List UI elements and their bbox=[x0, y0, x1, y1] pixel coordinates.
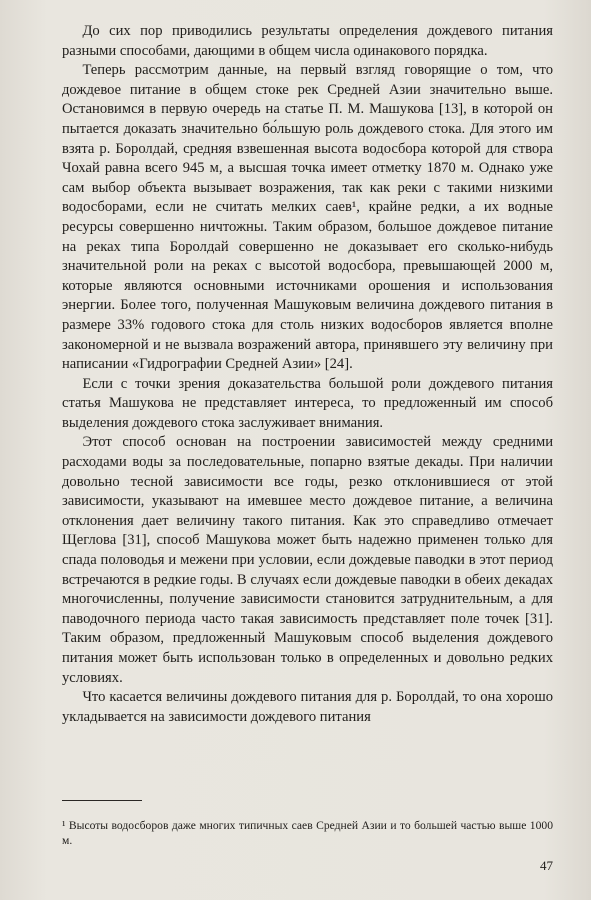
paragraph-4: Этот способ основан на построении зависимостей между средними расходами воды за последовательные, попарно взятые декады. При наличии довольно тесной зависимости все годы, резко отклонившиеся от этой зависимости, указывают на имевшее место дождевое питание, а величина отклонения дает величину такого питания. Как это справедливо отмечает Щеглова [31], способ Машукова может быть надежно применен только для спада половодья и межени при условии, если дождевые паводки в этот период встречаются в редкие годы. В случаях если дождевые паводки в обеих декадах многочисленны, получение зависимости становится затруднительным, а для паводочного периода часто такая зависимость представляет поле точек [31]. Таким образом, предложенный Машуковым способ выделения дождевого питания может быть использован только в определенных и довольно редких условиях. bbox=[62, 434, 553, 686]
paragraph-5: Что касается величины дождевого питания для р. Боролдай, то она хорошо укладывается на зависимости дождевого питания bbox=[62, 689, 553, 725]
body-text bbox=[62, 22, 553, 727]
footnote: ¹ Высоты водосборов даже многих типичных саев Средней Азии и то большей частью выше 1000 м. bbox=[62, 819, 553, 847]
paragraph-3: Если с точки зрения доказательства большой роли дождевого питания статья Машукова не представляет интереса, то предложенный им способ выделения дождевого стока заслуживает внимания. bbox=[62, 375, 553, 431]
page-number: 47 bbox=[540, 858, 553, 873]
paragraph-2: Теперь рассмотрим данные, на первый взгляд говорящие о том, что дождевое питание в общем стоке рек Средней Азии значительно выше. Остановимся в первую очередь на статье П. М. Машукова [13], в которой он пытается доказать значительно бо́льшую роль дождевого стока. Для этого им взята р. Боролдай, средняя взвешенная высота водосбора которой для створа Чохай равна всего 945 м, а высшая точка имеет отметку 1870 м. Однако уже сам выбор объекта вызывает возражения, так как реки с такими низкими водосборами, если не считать мелких саев¹, крайне редки, а их водные ресурсы совершенно ничтожны. Таким образом, большое дождевое питание на реках типа Боролдай совершенно не доказывает его сколько-нибудь значительной роли на реках с высотой водосбора, превышающей 2000 м, которые являются основными источниками орошения и использования энергии. Более того, полученная Машуковым величина дождевого питания в размере 33% годового стока для столь низких водосборов является вполне закономерной и не вызвала возражений автора, принявшего эту величину при написании «Гидрографии Средней Азии» [24]. bbox=[62, 62, 553, 373]
footnote-divider bbox=[62, 800, 142, 801]
paragraph-1: До сих пор приводились результаты определения дождевого питания разными способами, дающими в общем числа одинакового порядка. bbox=[62, 23, 553, 59]
